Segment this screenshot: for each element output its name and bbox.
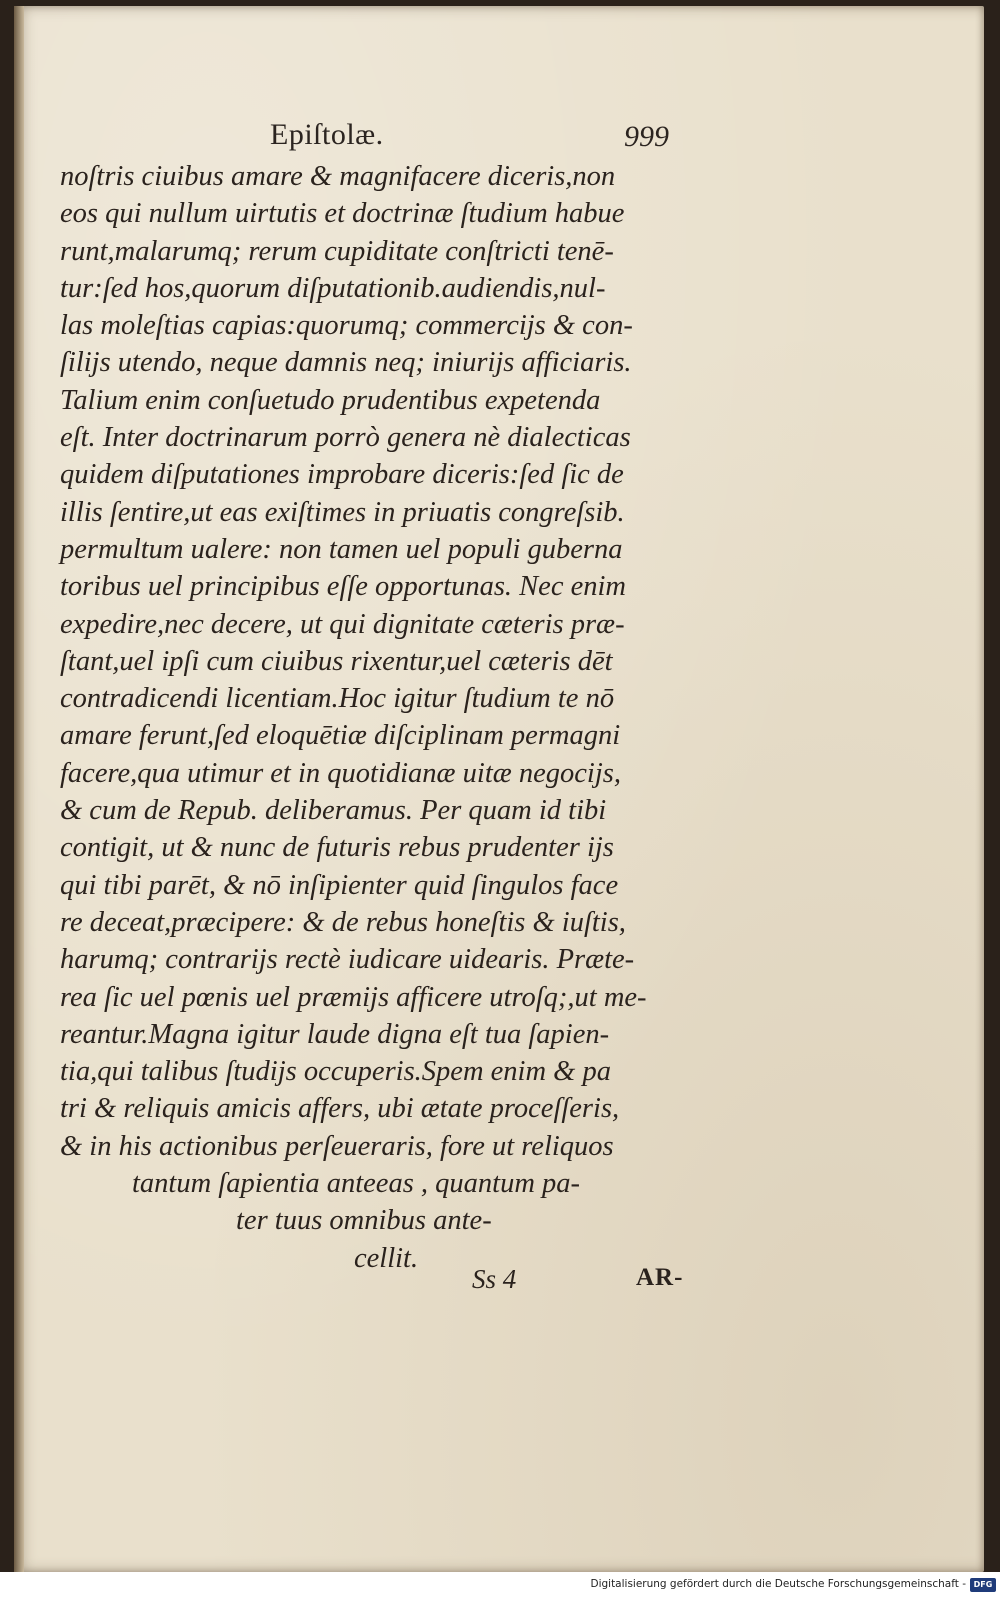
page-number: 999 bbox=[624, 120, 669, 153]
page-gutter-shadow bbox=[14, 6, 24, 1572]
text-line: las moleſtias capias:quorumq; commercijs & con- bbox=[60, 310, 633, 342]
text-line: eos qui nullum uirtutis et doctrinæ ſtudium habue bbox=[60, 198, 625, 230]
running-head-title: Epiſtolæ. bbox=[270, 118, 384, 151]
text-line: expedire,nec decere, ut qui dignitate cæteris præ- bbox=[60, 608, 625, 640]
text-line: eſt. Inter doctrinarum porrò genera nè dialecticas bbox=[60, 422, 631, 454]
text-line: cellit. bbox=[354, 1242, 419, 1274]
text-line: reantur.Magna igitur laude digna eſt tua ſapien- bbox=[60, 1018, 610, 1050]
text-line: tur:ſed hos,quorum diſputationib.audiendis,nul- bbox=[60, 272, 606, 304]
text-line: qui tibi parēt, & nō inſipienter quid ſingulos face bbox=[60, 869, 619, 901]
catchword: AR- bbox=[636, 1264, 684, 1291]
text-line: contradicendi licentiam.Hoc igitur ſtudium te nō bbox=[60, 683, 615, 715]
text-line: rea ſic uel pœnis uel præmijs afficere utroſq;,ut me- bbox=[60, 981, 647, 1013]
text-line: re deceat,præcipere: & de rebus honeſtis & iuſtis, bbox=[60, 906, 626, 938]
text-line: noſtris ciuibus amare & magnifacere diceris,non bbox=[60, 161, 616, 192]
text-line: tantum ſapientia anteeas , quantum pa- bbox=[132, 1168, 581, 1200]
text-line: harumq; contrarijs rectè iudicare uidearis. Præte- bbox=[60, 944, 635, 976]
text-line: quidem diſputationes improbare diceris:ſed ſic de bbox=[60, 459, 624, 491]
text-line: & cum de Repub. deliberamus. Per quam id tibi bbox=[60, 795, 607, 827]
text-line: toribus uel principibus eſſe opportunas. Nec enim bbox=[60, 571, 626, 603]
funding-credit: Digitalisierung gefördert durch die Deutsche Forschungsgemeinschaft - bbox=[590, 1578, 966, 1590]
running-head bbox=[14, 118, 984, 158]
text-line: ſilijs utendo, neque damnis neq; iniurijs afficiaris. bbox=[60, 347, 632, 379]
text-line: Talium enim conſuetudo prudentibus expetenda bbox=[60, 384, 601, 416]
text-line: permultum ualere: non tamen uel populi guberna bbox=[60, 533, 623, 565]
dfg-logo-icon: DFG bbox=[970, 1578, 996, 1592]
text-line: tia,qui talibus ſtudijs occuperis.Spem enim & pa bbox=[60, 1056, 611, 1088]
text-line: runt,malarumq; rerum cupiditate conſtricti tenē- bbox=[60, 235, 614, 267]
text-line: illis ſentire,ut eas exiſtimes in priuatis congreſsib. bbox=[60, 496, 625, 528]
text-line: & in his actionibus perſeueraris, fore ut reliquos bbox=[60, 1130, 614, 1162]
text-line: contigit, ut & nunc de futuris rebus prudenter ijs bbox=[60, 832, 614, 864]
text-line: tri & reliquis amicis affers, ubi ætate proceſſeris, bbox=[60, 1093, 620, 1125]
text-line: ſtant,uel ipſi cum ciuibus rixentur,uel cæteris dēt bbox=[60, 645, 613, 677]
text-line: ter tuus omnibus ante- bbox=[236, 1205, 492, 1237]
book-page bbox=[14, 6, 984, 1572]
text-line: amare ferunt,ſed eloquētiæ diſciplinam permagni bbox=[60, 720, 621, 752]
signature-mark: Ss 4 bbox=[472, 1264, 517, 1294]
body-text bbox=[60, 158, 710, 1277]
text-line: facere,qua utimur et in quotidianæ uitæ negocijs, bbox=[60, 757, 621, 789]
page-footer bbox=[14, 1264, 984, 1304]
credit-bar bbox=[0, 1574, 1000, 1598]
